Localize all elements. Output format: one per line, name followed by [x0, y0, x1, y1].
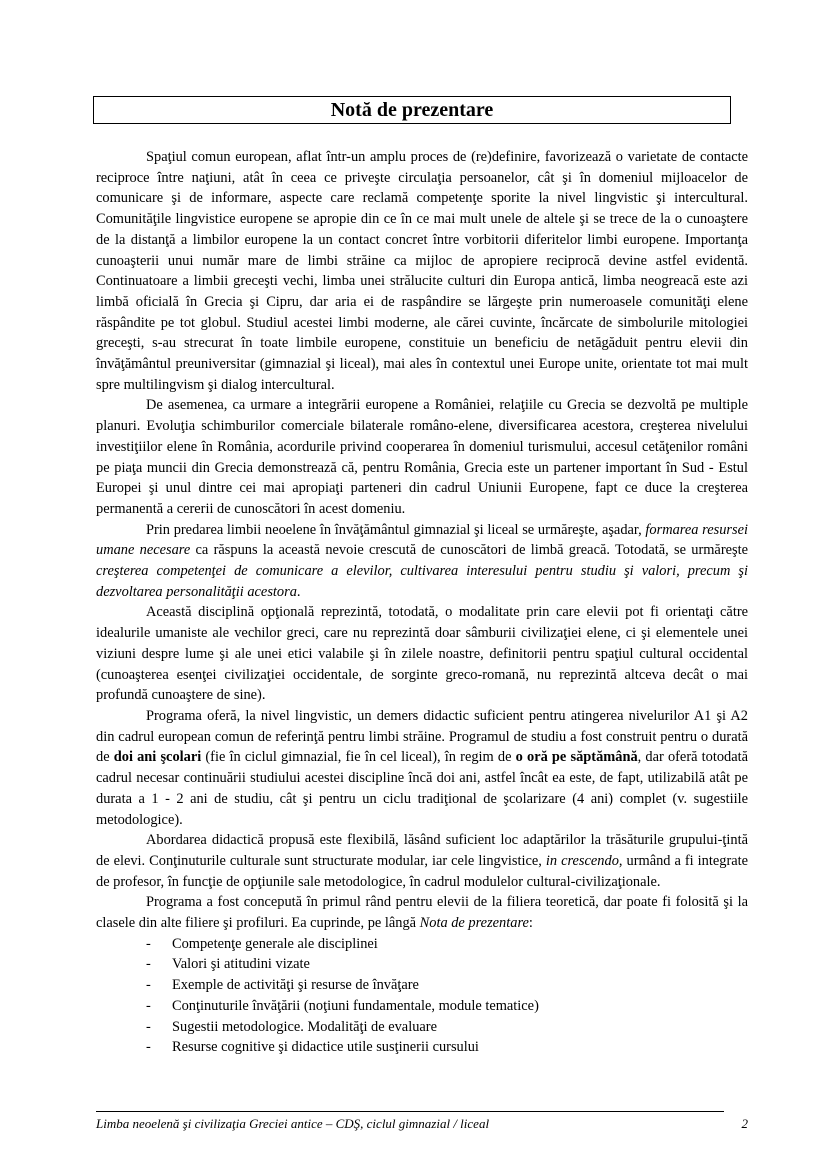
contents-list — [96, 934, 748, 1058]
document-body — [96, 147, 748, 1058]
list-item: - Resurse cognitive şi didactice utile susţinerii cursului — [146, 1039, 479, 1056]
italic-phrase: creşterea competenţei de comunicare a elevilor, cultivarea interesului pentru studiu şi valori, precum şi dezvoltarea personalităţii acestora — [96, 563, 748, 600]
page-title: Notă de prezentare — [330, 98, 494, 121]
footer-divider — [96, 1111, 724, 1112]
italic-phrase: Nota de prezentare — [419, 915, 529, 932]
paragraph-1: Spaţiul comun european, aflat într-un amplu proces de (re)definire, favorizează o varietate de contacte reciproce între naţiuni, atât în ceea ce priveşte circulaţia persoanelor, cât şi în domeniul mijloacelor de comunicare şi de informare, aspecte care reclamă competenţe sporite la nivel lingvistic şi intercultural. Comunităţile lingvistice europene se apropie din ce în ce mai mult unele de altele şi se trece de la o cunoaştere de la distanţă a limbilor europene la un contact concret între vorbitorii diferitelor limbi europene. Importanţa cunoaşterii unui număr mare de limbi străine ca mijloc de apropiere reciprocă devine astfel evidentă. Continuatoare a limbii greceşti vechi, limba unei strălucite culturi din Europa antică, limba neogreacă este azi limbă oficială în Grecia şi Cipru, dar aria ei de raspândire se lărgeşte prin numeroasele comunităţi elene răspândite pe tot globul. Studiul acestei limbi moderne, ale cărei cuvinte, încărcate de simbolurile mitologiei greceşti, s-au strecurat în toate limbile europene, constituie un beneficiu de netăgăduit pentru elevii din învăţământul preuniversitar (gimnazial şi liceal), mai ales în contextul unei Europe unite, orientate tot mai mult spre multilingvism şi dialog intercultural. — [96, 149, 748, 393]
page-number: 2 — [741, 1116, 748, 1131]
italic-phrase: in crescendo — [545, 852, 619, 869]
paragraph-7: Programa a fost concepută în primul rând pentru elevii de la filiera teoretică, dar poate fi folosită şi la clasele din alte filiere şi profiluri. Ea cuprinde, pe lângă Nota de prezentare: — [96, 894, 748, 932]
paragraph-6: Abordarea didactică propusă este flexibilă, lăsând suficient loc adaptărilor la trăsăturile grupului-ţintă de elevi. Conţinuturile culturale sunt structurate modular, iar cele lingvistice, in crescendo, urmând a fi integrate de profesor, în funcţie de opţiunile sale metodologice, în cadrul modulelor cultural-civilizaţionale. — [96, 832, 749, 890]
paragraph-5: Programa oferă, la nivel lingvistic, un demers didactic suficient pentru atingerea nivelurilor A1 şi A2 din cadrul european comun de referinţă pentru limbi străine. Programul de studiu a fost construit pentru o durată de doi ani şcolari (fie în ciclul gimnazial, fie în cel liceal), în regim de o oră pe săptămână, dar oferă totodată cadrul necesar continuării studiului acestei discipline încă doi ani, astfel încât ea este, de fapt, utilizabilă atât pe durata a 1 - 2 ani de studiu, cât şi pentru un ciclu tradiţional de şcolarizare (4 ani) complet (v. sugestiile metodologice). — [96, 707, 749, 828]
list-item: - Sugestii metodologice. Modalităţi de evaluare — [146, 1018, 437, 1035]
page-footer — [96, 1116, 748, 1132]
bold-phrase: o oră pe săptămână — [515, 749, 638, 766]
list-item: - Competenţe generale ale disciplinei — [146, 935, 378, 952]
paragraph-2: De asemenea, ca urmare a integrării europene a României, relaţiile cu Grecia se dezvoltă pe multiple planuri. Evoluţia schimburilor comerciale bilaterale româno-elene, diversificarea acestora, creşterea nivelului investiţiilor elene în România, acordurile privind cooperarea în domeniul turismului, accesul cetăţenilor români pe piaţa muncii din Grecia demonstrează că, pentru România, Grecia este un partener important în Sud - Estul Europei şi unul dintre cei mai apropiaţi parteneri din cadrul Uniunii Europene, fapt ce duce la creşterea permanentă a cererii de cunoscători în acest domeniu. — [96, 397, 748, 517]
list-item: - Exemple de activităţi şi resurse de învăţare — [146, 977, 419, 994]
list-item: - Conţinuturile învăţării (noţiuni fundamentale, module tematice) — [146, 997, 539, 1014]
bold-phrase: doi ani şcolari — [113, 749, 202, 766]
paragraph-4: Această disciplină opţională reprezintă, totodată, o modalitate prin care elevii pot fi orientaţi către idealurile umaniste ale vechilor greci, care nu reprezintă doar sâmburii civilizaţiei elene, ci şi elementele unei viziuni despre lume şi ale unei etici valabile şi în zilele noastre, definitorii pentru spaţiul cultural occidental (cunoaşterea esenţei civilizaţiei occidentale, de sorginte greco-romană, nu reprezintă altceva decât o mai profundă cunoaştere de sine). — [96, 604, 748, 704]
title-box — [93, 96, 731, 124]
list-item: - Valori şi atitudini vizate — [146, 956, 310, 973]
paragraph-3: Prin predarea limbii neoelene în învăţământul gimnazial şi liceal se urmăreşte, aşadar, formarea resursei umane necesare ca răspuns la această nevoie crescută de cunoscători de limbă greacă. Totodată, se urmăreşte creşterea competenţei de comunicare a elevilor, cultivarea interesului pentru studiu şi valori, precum şi dezvoltarea personalităţii acestora. — [96, 521, 748, 600]
italic-phrase: formarea resursei umane necesare — [96, 521, 748, 559]
footer-text: Limba neoelenă şi civilizaţia Greciei antice – CDŞ, ciclul gimnazial / liceal — [96, 1116, 490, 1131]
